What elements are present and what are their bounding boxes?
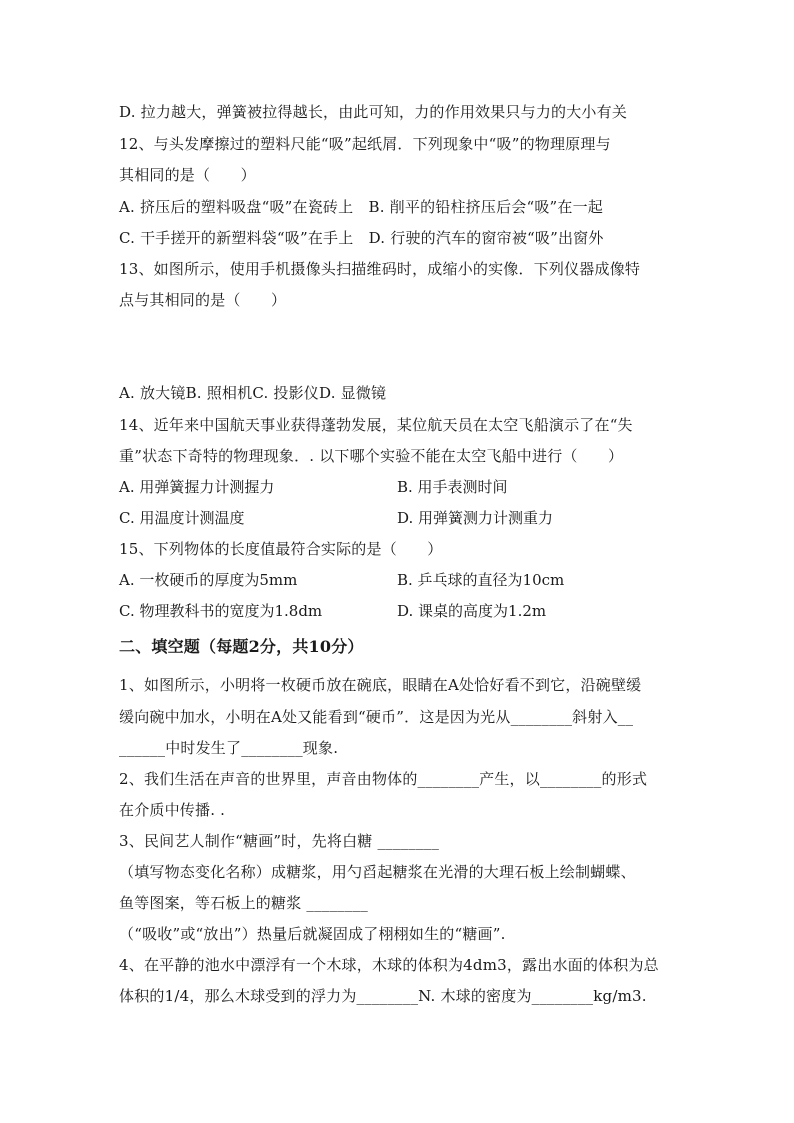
q12-stem-cont: 其相同的是（ ） [119,166,256,184]
fill-q4-cont: 体积的1/4，那么木球受到的浮力为________N. 木球的密度为________kg/m3. [119,987,647,1005]
fill-q1-cont2: ______中时发生了________现象. [119,739,339,757]
q12-options-ab: A. 挤压后的塑料吸盘“吸”在瓷砖上 B. 削平的铅柱挤压后会“吸”在一起 [119,198,604,216]
q14-stem-cont: 重”状态下奇特的物理现象．. 以下哪个实验不能在太空飞船中进行（ ） [119,447,624,465]
q15-option-c: C. 物理教科书的宽度为1.8dm [119,602,323,620]
section-heading: 二、填空题（每题2分，共10分） [119,637,364,656]
fill-q3: 3、民间艺人制作“糖画”时，先将白糖 ________ [119,832,440,850]
fill-q4: 4、在平静的池水中漂浮有一个木球，木球的体积为4dm3，露出水面的体积为总 [119,956,659,974]
q14-option-d: D. 用弹簧测力计测重力 [397,509,554,527]
q14-option-c: C. 用温度计测温度 [119,509,245,527]
q12-stem: 12、与头发摩擦过的塑料尺能“吸”起纸屑．下列现象中“吸”的物理原理与 [119,135,611,153]
q15-option-a: A. 一枚硬币的厚度为5mm [119,571,298,589]
q13-stem-cont: 点与其相同的是（ ） [119,291,287,309]
q15-option-b: B. 乒乓球的直径为10cm [397,571,565,589]
q13-stem: 13、如图所示，使用手机摄像头扫描维码时，成缩小的实像．下列仪器成像特 [119,260,641,278]
fill-q3-cont2: 鱼等图案，等石板上的糖浆 ________ [119,894,368,912]
fill-q2-cont: 在介质中传播. . [119,801,226,819]
q14-stem: 14、近年来中国航天事业获得蓬勃发展，某位航天员在太空飞船演示了在“失 [119,416,633,434]
q15-stem: 15、下列物体的长度值最符合实际的是（ ） [119,540,443,558]
q14-option-a: A. 用弹簧握力计测握力 [119,478,275,496]
fill-q1-cont: 缓向碗中加水，小明在A处又能看到“硬币”．这是因为光从________斜射入__ [119,708,634,726]
q12-options-cd: C. 干手搓开的新塑料袋“吸”在手上 D. 行驶的汽车的窗帘被“吸”出窗外 [119,229,604,247]
q11-option-d: D. 拉力越大，弹簧被拉得越长，由此可知，力的作用效果只与力的大小有关 [119,103,628,121]
fill-q3-cont3: （“吸收”或“放出”）热量后就凝固成了栩栩如生的“糖画”. [119,925,506,943]
fill-q1: 1、如图所示，小明将一枚硬币放在碗底，眼睛在A处恰好看不到它，沿碗壁缓 [119,676,642,694]
q15-option-d: D. 课桌的高度为1.2m [397,602,547,620]
fill-q3-cont: （填写物态变化名称）成糖浆，用勺舀起糖浆在光滑的大理石板上绘制蝴蝶、 [119,863,636,881]
q14-option-b: B. 用手表测时间 [397,478,508,496]
q13-options: A. 放大镜B. 照相机C. 投影仪D. 显微镜 [119,384,387,402]
fill-q2: 2、我们生活在声音的世界里，声音由物体的________产生，以________的形式 [119,770,648,788]
